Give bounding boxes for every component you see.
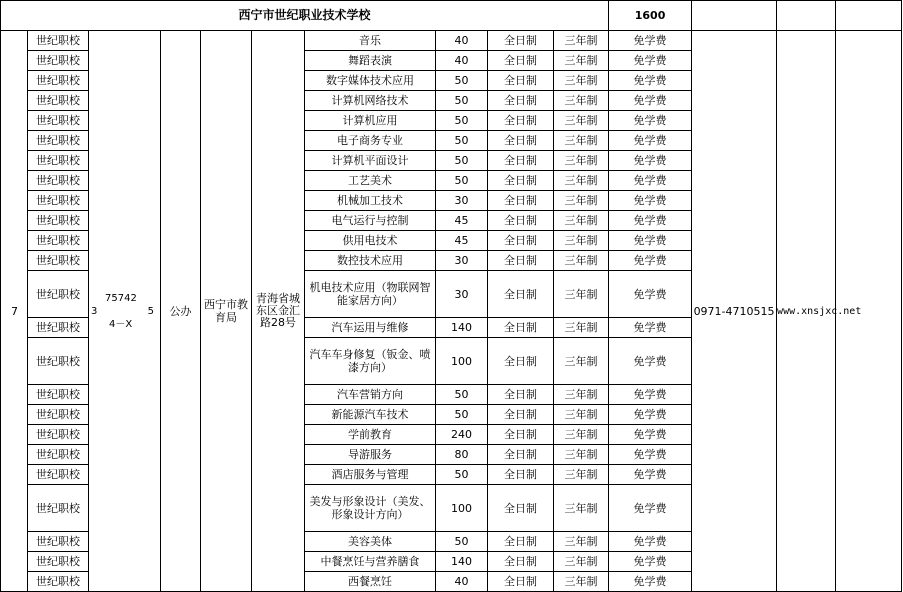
program-type: 全日制 xyxy=(488,465,554,485)
program-name: 美容美体 xyxy=(305,532,436,552)
program-quota: 100 xyxy=(436,338,488,385)
program-fee: 免学费 xyxy=(609,51,692,71)
program-fee: 免学费 xyxy=(609,485,692,532)
authority: 西宁市教育局 xyxy=(201,31,252,592)
total-quota: 1600 xyxy=(609,1,692,31)
program-name: 电气运行与控制 xyxy=(305,211,436,231)
program-duration: 三年制 xyxy=(554,385,609,405)
program-fee: 免学费 xyxy=(609,131,692,151)
program-duration: 三年制 xyxy=(554,211,609,231)
program-type: 全日制 xyxy=(488,572,554,592)
program-duration: 三年制 xyxy=(554,251,609,271)
program-quota: 140 xyxy=(436,318,488,338)
program-type: 全日制 xyxy=(488,51,554,71)
school-short-name: 世纪职校 xyxy=(28,271,89,318)
school-short-name: 世纪职校 xyxy=(28,231,89,251)
program-name: 机电技术应用（物联网智能家居方向） xyxy=(305,271,436,318)
school-index: 7 xyxy=(1,31,28,592)
program-name: 汽车运用与维修 xyxy=(305,318,436,338)
program-duration: 三年制 xyxy=(554,171,609,191)
program-name: 供用电技术 xyxy=(305,231,436,251)
phone: 0971-4710515 xyxy=(692,31,777,592)
program-quota: 50 xyxy=(436,465,488,485)
empty-cell xyxy=(692,1,777,31)
program-fee: 免学费 xyxy=(609,191,692,211)
program-quota: 50 xyxy=(436,385,488,405)
program-name: 工艺美术 xyxy=(305,171,436,191)
program-type: 全日制 xyxy=(488,271,554,318)
program-duration: 三年制 xyxy=(554,51,609,71)
program-quota: 30 xyxy=(436,191,488,211)
empty-cell xyxy=(777,1,836,31)
program-quota: 40 xyxy=(436,51,488,71)
school-short-name: 世纪职校 xyxy=(28,552,89,572)
program-type: 全日制 xyxy=(488,171,554,191)
code-bottom: 4－X xyxy=(109,318,133,330)
program-duration: 三年制 xyxy=(554,572,609,592)
program-duration: 三年制 xyxy=(554,445,609,465)
program-name: 美发与形象设计（美发、形象设计方向） xyxy=(305,485,436,532)
program-type: 全日制 xyxy=(488,485,554,532)
program-duration: 三年制 xyxy=(554,191,609,211)
program-quota: 50 xyxy=(436,111,488,131)
program-type: 全日制 xyxy=(488,211,554,231)
program-fee: 免学费 xyxy=(609,111,692,131)
program-fee: 免学费 xyxy=(609,71,692,91)
program-type: 全日制 xyxy=(488,31,554,51)
program-name: 导游服务 xyxy=(305,445,436,465)
program-name: 中餐烹饪与营养膳食 xyxy=(305,552,436,572)
school-short-name: 世纪职校 xyxy=(28,532,89,552)
program-duration: 三年制 xyxy=(554,405,609,425)
program-fee: 免学费 xyxy=(609,31,692,51)
program-quota: 100 xyxy=(436,485,488,532)
program-type: 全日制 xyxy=(488,111,554,131)
program-fee: 免学费 xyxy=(609,572,692,592)
program-duration: 三年制 xyxy=(554,271,609,318)
school-short-name: 世纪职校 xyxy=(28,445,89,465)
program-duration: 三年制 xyxy=(554,532,609,552)
program-name: 学前教育 xyxy=(305,425,436,445)
school-short-name: 世纪职校 xyxy=(28,465,89,485)
address: 青海省城东区金汇路28号 xyxy=(252,31,305,592)
program-quota: 30 xyxy=(436,251,488,271)
program-duration: 三年制 xyxy=(554,485,609,532)
program-duration: 三年制 xyxy=(554,318,609,338)
program-quota: 240 xyxy=(436,425,488,445)
program-type: 全日制 xyxy=(488,251,554,271)
school-short-name: 世纪职校 xyxy=(28,111,89,131)
program-type: 全日制 xyxy=(488,532,554,552)
program-duration: 三年制 xyxy=(554,71,609,91)
program-name: 数字媒体技术应用 xyxy=(305,71,436,91)
program-fee: 免学费 xyxy=(609,151,692,171)
program-name: 汽车车身修复（钣金、喷漆方向） xyxy=(305,338,436,385)
program-quota: 50 xyxy=(436,131,488,151)
program-duration: 三年制 xyxy=(554,231,609,251)
program-quota: 80 xyxy=(436,445,488,465)
school-short-name: 世纪职校 xyxy=(28,425,89,445)
program-quota: 50 xyxy=(436,91,488,111)
school-short-name: 世纪职校 xyxy=(28,385,89,405)
program-type: 全日制 xyxy=(488,151,554,171)
school-short-name: 世纪职校 xyxy=(28,31,89,51)
program-type: 全日制 xyxy=(488,425,554,445)
program-quota: 50 xyxy=(436,151,488,171)
program-fee: 免学费 xyxy=(609,211,692,231)
program-type: 全日制 xyxy=(488,318,554,338)
empty-cell xyxy=(836,1,902,31)
program-quota: 140 xyxy=(436,552,488,572)
program-type: 全日制 xyxy=(488,131,554,151)
program-name: 计算机网络技术 xyxy=(305,91,436,111)
program-fee: 免学费 xyxy=(609,465,692,485)
school-title: 西宁市世纪职业技术学校 xyxy=(1,1,609,31)
code-left: 3 xyxy=(91,305,98,317)
program-name: 汽车营销方向 xyxy=(305,385,436,405)
program-quota: 45 xyxy=(436,211,488,231)
program-type: 全日制 xyxy=(488,405,554,425)
program-fee: 免学费 xyxy=(609,318,692,338)
website-link[interactable]: www.xnsjxc.net xyxy=(777,31,836,592)
program-duration: 三年制 xyxy=(554,131,609,151)
program-name: 酒店服务与管理 xyxy=(305,465,436,485)
school-short-name: 世纪职校 xyxy=(28,151,89,171)
school-short-name: 世纪职校 xyxy=(28,71,89,91)
program-fee: 免学费 xyxy=(609,338,692,385)
program-quota: 50 xyxy=(436,171,488,191)
program-type: 全日制 xyxy=(488,231,554,251)
program-type: 全日制 xyxy=(488,445,554,465)
program-name: 计算机应用 xyxy=(305,111,436,131)
program-name: 音乐 xyxy=(305,31,436,51)
program-fee: 免学费 xyxy=(609,425,692,445)
school-short-name: 世纪职校 xyxy=(28,338,89,385)
program-fee: 免学费 xyxy=(609,231,692,251)
program-fee: 免学费 xyxy=(609,552,692,572)
program-fee: 免学费 xyxy=(609,91,692,111)
program-name: 舞蹈表演 xyxy=(305,51,436,71)
school-short-name: 世纪职校 xyxy=(28,318,89,338)
program-duration: 三年制 xyxy=(554,425,609,445)
program-fee: 免学费 xyxy=(609,271,692,318)
program-quota: 50 xyxy=(436,71,488,91)
program-duration: 三年制 xyxy=(554,338,609,385)
program-duration: 三年制 xyxy=(554,31,609,51)
program-fee: 免学费 xyxy=(609,171,692,191)
school-short-name: 世纪职校 xyxy=(28,131,89,151)
program-quota: 40 xyxy=(436,31,488,51)
school-header-row xyxy=(1,1,902,31)
school-short-name: 世纪职校 xyxy=(28,91,89,111)
program-name: 计算机平面设计 xyxy=(305,151,436,171)
code-top: 75742 xyxy=(105,292,137,304)
program-fee: 免学费 xyxy=(609,385,692,405)
school-code xyxy=(89,31,161,592)
program-fee: 免学费 xyxy=(609,405,692,425)
program-duration: 三年制 xyxy=(554,91,609,111)
program-type: 全日制 xyxy=(488,191,554,211)
table-row xyxy=(1,31,902,51)
program-duration: 三年制 xyxy=(554,552,609,572)
school-short-name: 世纪职校 xyxy=(28,405,89,425)
program-fee: 免学费 xyxy=(609,251,692,271)
program-name: 西餐烹饪 xyxy=(305,572,436,592)
program-name: 数控技术应用 xyxy=(305,251,436,271)
program-quota: 45 xyxy=(436,231,488,251)
program-fee: 免学费 xyxy=(609,445,692,465)
school-short-name: 世纪职校 xyxy=(28,572,89,592)
program-name: 电子商务专业 xyxy=(305,131,436,151)
school-short-name: 世纪职校 xyxy=(28,211,89,231)
program-type: 全日制 xyxy=(488,385,554,405)
program-fee: 免学费 xyxy=(609,532,692,552)
program-quota: 40 xyxy=(436,572,488,592)
program-name: 机械加工技术 xyxy=(305,191,436,211)
program-type: 全日制 xyxy=(488,338,554,385)
program-quota: 50 xyxy=(436,532,488,552)
program-duration: 三年制 xyxy=(554,151,609,171)
school-short-name: 世纪职校 xyxy=(28,171,89,191)
program-duration: 三年制 xyxy=(554,465,609,485)
program-type: 全日制 xyxy=(488,91,554,111)
code-right: 5 xyxy=(147,305,154,317)
school-short-name: 世纪职校 xyxy=(28,485,89,532)
program-type: 全日制 xyxy=(488,552,554,572)
school-short-name: 世纪职校 xyxy=(28,51,89,71)
school-short-name: 世纪职校 xyxy=(28,191,89,211)
program-quota: 50 xyxy=(436,405,488,425)
program-duration: 三年制 xyxy=(554,111,609,131)
program-name: 新能源汽车技术 xyxy=(305,405,436,425)
program-quota: 30 xyxy=(436,271,488,318)
program-type: 全日制 xyxy=(488,71,554,91)
ownership: 公办 xyxy=(161,31,201,592)
school-short-name: 世纪职校 xyxy=(28,251,89,271)
